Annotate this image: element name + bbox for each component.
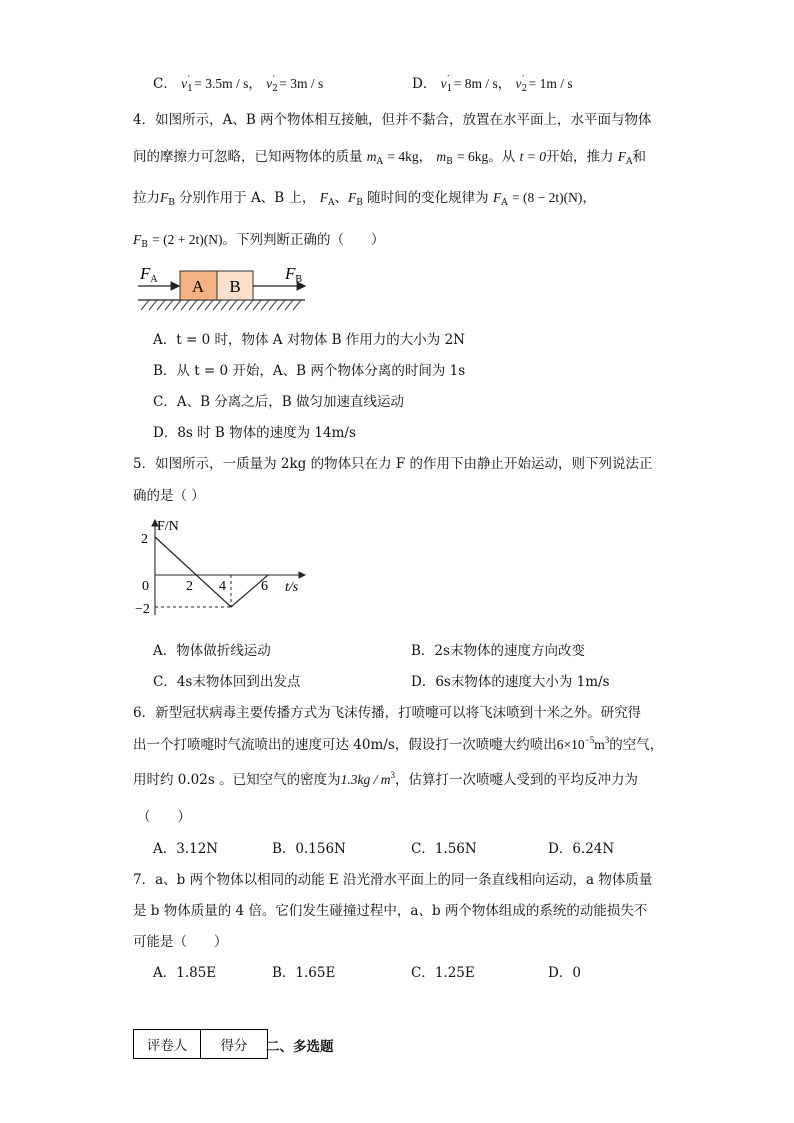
y-axis-label: F/N [157,519,179,534]
score-cell: 得分 [201,1030,268,1059]
q7-line2: 是 b 物体质量的 4 倍。它们发生碰撞过程中，a、b 两个物体组成的系统的动能损失不 [133,903,648,919]
x-axis-label: t/s [285,580,299,595]
tick-x2: 2 [186,579,193,594]
q5-line2: 确的是（ ） [133,488,205,504]
force-line [155,537,268,607]
q7-option-c: C．1.25E [411,965,475,981]
tick-x4: 4 [219,579,226,594]
tick-y0: 0 [142,579,149,594]
q4-line1: 4．如图所示，A、B 两个物体相互接触，但并不黏合，放置在水平面上，水平面与物体 [133,112,652,128]
q4-option-c: C．A、B 分离之后，B 做匀加速直线运动 [153,394,405,410]
q5-option-c: C．4s末物体回到出发点 [153,674,301,690]
section-title: 二、多选题 [266,1039,334,1055]
q4-option-a: A．t = 0 时，物体 A 对物体 B 作用力的大小为 2N [153,332,465,348]
blocks-diagram [133,262,318,312]
q4-option-b: B．从 t = 0 开始，A、B 两个物体分离的时间为 1s [153,363,466,379]
force-b-label: FB [285,264,303,285]
q5-option-b: B．2s末物体的速度方向改变 [411,643,585,659]
q6-option-b: B．0.156N [272,841,346,857]
q4-option-d: D．8s 时 B 物体的速度为 14m/s [153,425,356,441]
grader-cell: 评卷人 [134,1030,201,1059]
block-b-label: B [229,277,241,296]
ground-hatch [141,300,301,310]
q5-option-d: D．6s末物体的速度大小为 1m/s [411,674,610,690]
q4-line2: 间的摩擦力可忽略，已知两物体的质量 $m_A = 4kg$， $m_B = 6kg$。从 t = 0开始，推力 $F_A$和 [133,149,647,167]
q7-line1: 7．a、b 两个物体以相同的动能 E 沿光滑水平面上的同一条直线相向运动，a 物体质量 [133,872,653,888]
q6-line4: （ ） [137,809,191,825]
q3-option-d: D． $v_1' = 8m / s$， $v_2' = 1m / s$ [412,75,573,94]
force-time-graph [135,515,310,625]
q5-line1: 5．如图所示，一质量为 2kg 的物体只在力 F 的作用下由静止开始运动，则下列说法正 [133,456,653,472]
q6-line1: 6．新型冠状病毒主要传播方式为飞沫传播，打喷嚏可以将飞沫喷到十米之外。研究得 [133,705,642,721]
q7-line3: 可能是（ ） [133,934,228,950]
q6-option-c: C．1.56N [411,841,477,857]
tick-yneg2: −2 [135,602,150,617]
q3-option-c: C． $v_1' = 3.5m / s$， $v_2' = 3m / s$ [153,75,324,94]
block-a-label: A [191,277,205,296]
q7-option-d: D．0 [548,965,581,981]
score-table [133,1029,268,1059]
q4-line3: 拉力$F_B$ 分别作用于 A、B 上， $F_A$、$F_B$ 随时间的变化规律为 $F_A = (8 - 2t)(N)$， [133,190,596,208]
q6-line3: 用时约 0.02s 。已知空气的密度为$1.3kg / m^3$，估算打一次喷嚏人受到的平均反冲力为 [133,770,638,788]
q7-option-a: A．1.85E [153,965,217,981]
force-a-label: FA [140,264,158,285]
tick-y2: 2 [141,532,148,547]
q6-option-d: D．6.24N [548,841,615,857]
q6-option-a: A．3.12N [153,841,219,857]
q7-option-b: B．1.65E [272,965,336,981]
q5-option-a: A．物体做折线运动 [153,643,271,659]
q4-line4: $F_B = (2 + 2t)(N)$。下列判断正确的（ ） [133,232,385,250]
tick-x6: 6 [261,579,268,594]
q6-line2: 出一个打喷嚏时气流喷出的速度可达 40m/s，假设打一次喷嚏大约喷出$6\times 10^{-5}m^3$的空气， [133,735,664,753]
